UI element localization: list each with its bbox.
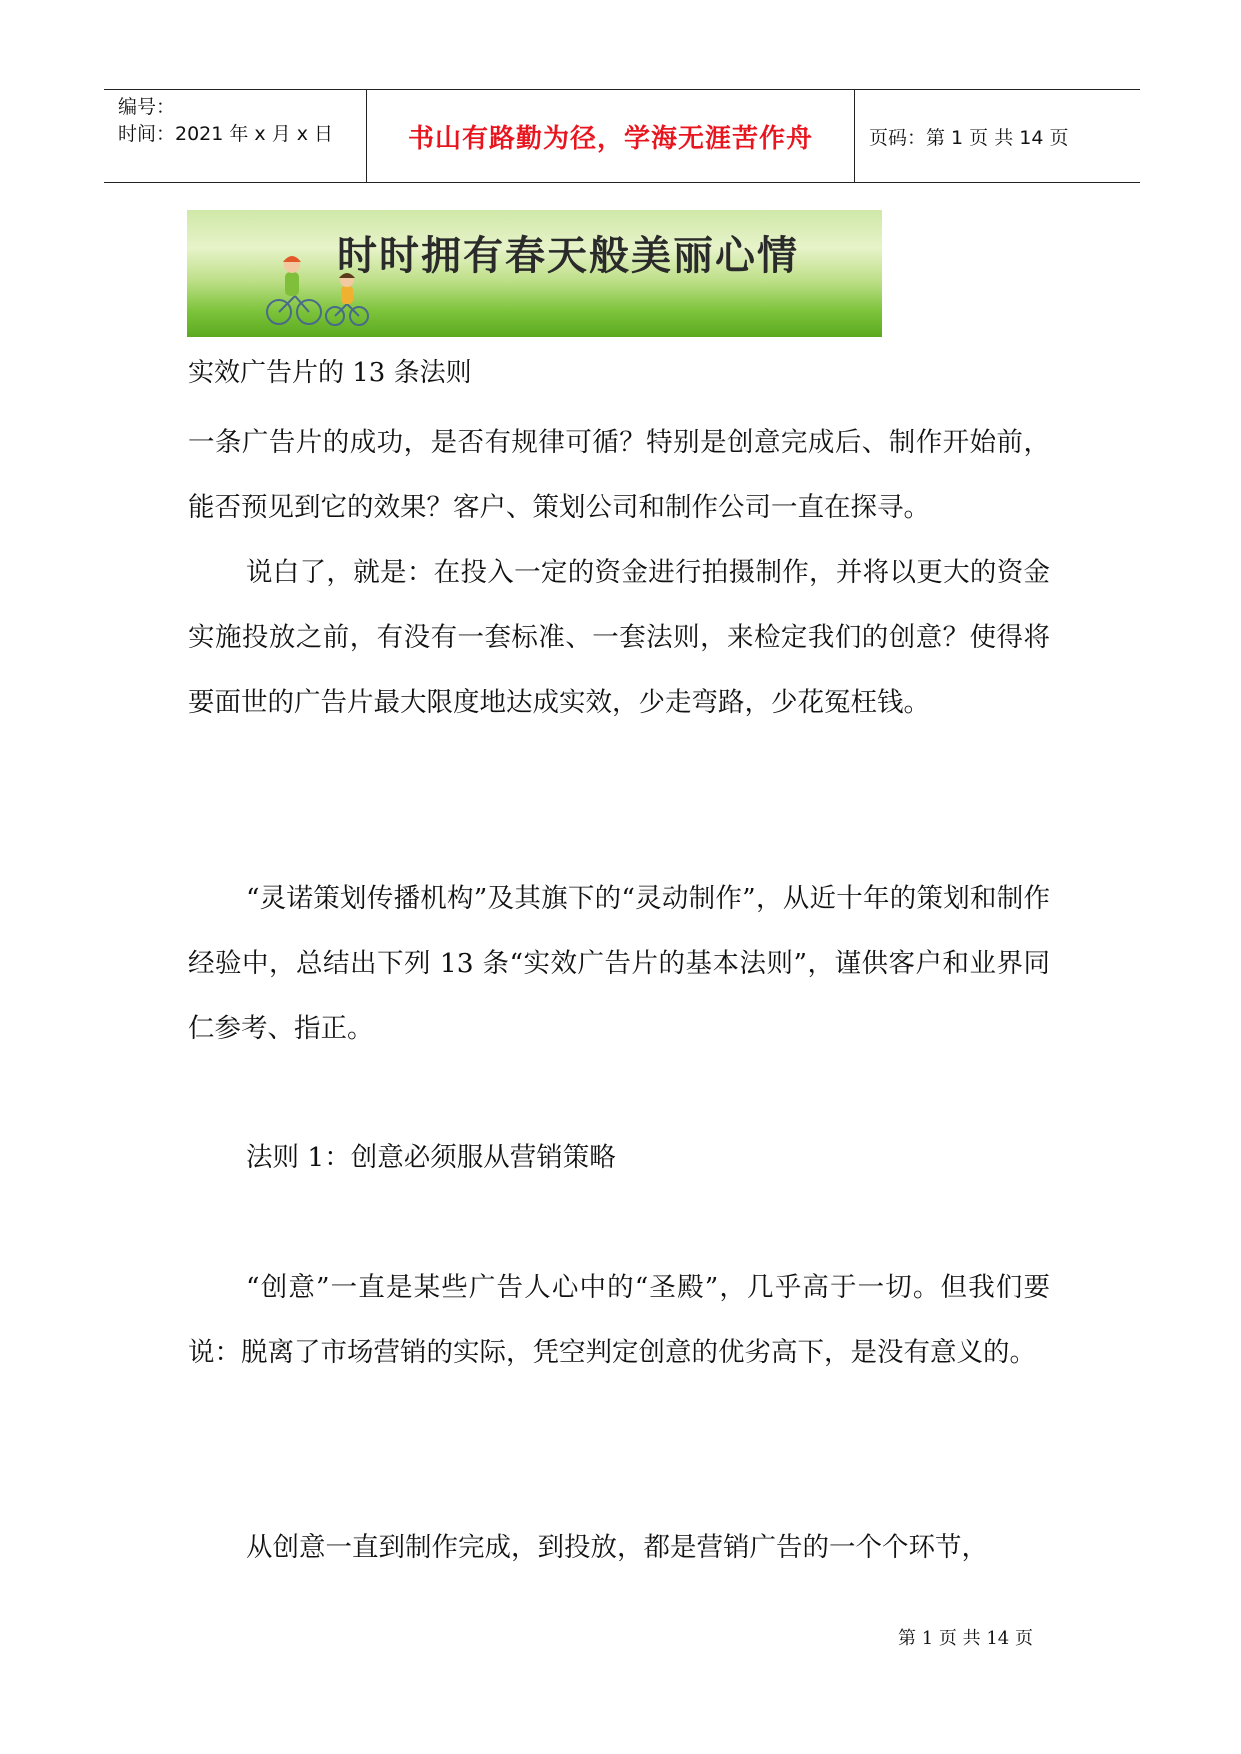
paragraph-4: “创意”一直是某些广告人心中的“圣殿”，几乎高于一切。但我们要说：脱离了市场营销的实际，凭空判定创意的优劣高下，是没有意义的。 <box>188 1272 1050 1368</box>
paragraph-1: 一条广告片的成功，是否有规律可循？特别是创意完成后、制作开始前，能否预见到它的效果？客户、策划公司和制作公司一直在探寻。 <box>188 427 1050 523</box>
page-footer: 第 1 页 共 14 页 <box>898 1628 1033 1649</box>
paragraph-3: “灵诺策划传播机构”及其旗下的“灵动制作”，从近十年的策划和制作经验中，总结出下列 13 条“实效广告片的基本法则”，谨供客户和业界同仁参考、指正。 <box>188 883 1050 1044</box>
time-label: 时间：2021 年 x 月 x 日 <box>118 123 334 145</box>
header-motto-cell <box>367 90 855 182</box>
cyclist-left-icon <box>267 256 321 324</box>
page-info: 页码：第 1 页 共 14 页 <box>869 126 1069 149</box>
header-info-cell <box>104 90 367 182</box>
page-header <box>104 89 1140 183</box>
paragraph-5: 从创意一直到制作完成，到投放，都是营销广告的一个个环节， <box>246 1532 988 1563</box>
motto-text: 书山有路勤为径，学海无涯苦作舟 <box>407 123 813 154</box>
header-page-cell <box>855 90 1140 182</box>
decorative-banner <box>187 210 882 337</box>
rule-1-heading: 法则 1：创意必须服从营销策略 <box>246 1142 616 1173</box>
banner-slogan: 时时拥有春天般美丽心情 <box>337 233 799 279</box>
document-title: 实效广告片的 13 条法则 <box>188 358 472 388</box>
paragraph-2: 说白了，就是：在投入一定的资金进行拍摄制作，并将以更大的资金实施投放之前，有没有一套标准、一套法则，来检定我们的创意？使得将要面世的广告片最大限度地达成实效，少走弯路，少花冤枉钱。 <box>188 557 1050 718</box>
serial-number-label: 编号： <box>118 96 176 118</box>
